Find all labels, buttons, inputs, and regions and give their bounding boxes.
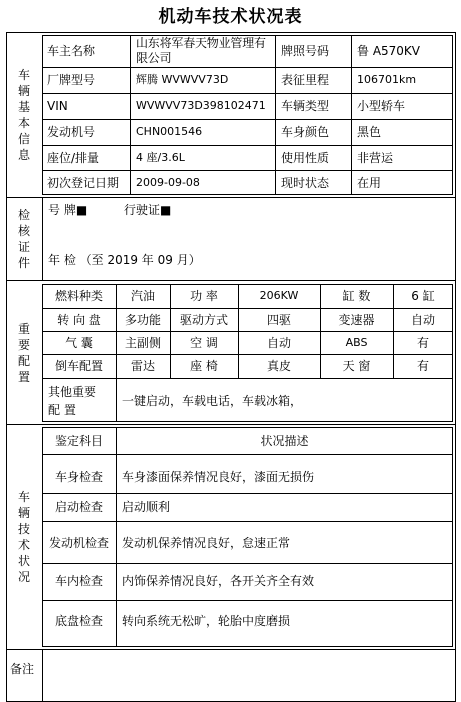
row-line [42,454,453,455]
condition-desc: 发动机保养情况良好，怠速正常 [122,536,291,550]
page-title: 机动车技术状况表 [158,7,303,27]
section-label-inspection: 检核证件 [17,208,30,270]
registration-date-value: 2009-09-08 [136,176,200,189]
body-color-value: 黑色 [357,125,382,139]
col-line [275,35,276,195]
section-label-config: 重要配置 [17,321,30,384]
row-line [42,521,453,522]
odometer-value: 106701km [357,73,417,86]
config-r2-c3: 驱动方式 [179,313,228,327]
condition-item: 发动机检查 [48,536,109,550]
engine-no-label: 发动机号 [47,125,96,139]
other-config-label-2: 配 置 [48,403,76,417]
plate-value: 鲁 A570KV [357,44,421,58]
config-r2-c4: 四驱 [266,313,291,327]
license-check: 行驶证■ [124,203,172,217]
vehicle-type-value: 小型轿车 [357,99,406,113]
plate-label: 牌照号码 [281,44,330,58]
remarks-label: 备注 [10,662,35,676]
odometer-label: 表征里程 [281,73,330,87]
condition-desc: 车身漆面保养情况良好，漆面无损伤 [122,470,315,484]
config-r3-c3: 空 调 [190,336,218,350]
row-line [42,600,453,601]
vin-value: WVWVV73D398102471 [136,99,266,112]
model-value: 辉腾 WVWVV73D [136,73,229,86]
use-nature-value: 非营运 [357,151,394,165]
row-line [42,563,453,564]
col-line [116,378,117,422]
col-line [130,35,131,195]
model-label: 厂牌型号 [47,73,96,87]
config-r3-c1: 气 囊 [65,336,93,350]
config-r4-c5: 天 窗 [342,359,371,373]
other-config-value: 一键启动，车载电话，车载冰箱， [122,394,303,408]
config-r2-c5: 变速器 [338,313,375,327]
row-line [42,354,453,355]
config-r4-c6: 有 [416,359,429,373]
seat-displacement-label: 座位/排量 [47,151,100,165]
section-label-condition: 车辆技术状况 [17,490,30,584]
condition-desc: 转向系统无松旷，轮胎中度磨损 [122,614,291,628]
config-r3-c4: 自动 [266,336,291,350]
inner-border-remarks [42,649,43,702]
condition-desc: 启动顺利 [122,500,171,514]
config-r2-c6: 自动 [410,313,435,327]
row-line [42,378,453,379]
condition-desc: 内饰保养情况良好，各开关齐全有效 [122,574,315,588]
condition-item: 启动检查 [54,500,103,514]
config-r1-c2: 汽油 [130,289,155,303]
config-r4-c4: 真皮 [266,359,291,373]
config-r1-c4: 206KW [259,289,299,302]
row-line [42,119,453,120]
row-line [42,93,453,94]
inner-border-inspection [42,197,43,281]
annual-inspection: 年 检 （至 2019 年 09 月） [48,253,201,267]
config-r1-c1: 燃料种类 [54,289,103,303]
row-line [42,308,453,309]
config-r4-c1: 倒车配置 [54,359,103,373]
other-config-label-1: 其他重要 [48,385,97,399]
use-nature-label: 使用性质 [281,151,330,165]
current-status-label: 现时状态 [281,176,330,190]
config-r2-c1: 转 向 盘 [57,313,101,327]
condition-item: 底盘检查 [54,614,103,628]
config-r3-c2: 主副侧 [124,336,161,350]
row-line [42,331,453,332]
current-status-value: 在用 [357,176,382,190]
registration-date-label: 初次登记日期 [47,176,120,190]
body-color-label: 车身颜色 [281,125,330,139]
vin-label: VIN [47,99,68,113]
owner-value: 山东将军春天物业管理有限公司 [136,36,266,65]
config-r4-c3: 座 椅 [190,359,218,373]
condition-item: 车身检查 [54,470,103,484]
condition-item: 车内检查 [54,574,103,588]
row-line [42,67,453,68]
row-line [42,170,453,171]
config-r4-c2: 雷达 [130,359,155,373]
col-line [351,35,352,195]
engine-no-value: CHN001546 [136,125,203,138]
row-line [42,493,453,494]
plate-check: 号 牌■ [48,203,88,217]
condition-header-item: 鉴定科目 [54,434,103,448]
config-r1-c6: 6 缸 [411,289,435,303]
outer-border-remarks [6,649,456,702]
row-line [42,145,453,146]
config-r3-c6: 有 [416,336,429,350]
config-r2-c2: 多功能 [124,313,161,327]
section-label-basic: 车辆基本信息 [17,68,30,162]
seat-displacement-value: 4 座/3.6L [136,151,185,164]
config-r1-c5: 缸 数 [342,289,371,303]
col-line [116,427,117,647]
vehicle-type-label: 车辆类型 [281,99,330,113]
config-r1-c3: 功 率 [190,289,218,303]
owner-label: 车主名称 [47,44,96,58]
condition-header-desc: 状况描述 [260,434,309,448]
config-r3-c5: ABS [345,336,368,349]
